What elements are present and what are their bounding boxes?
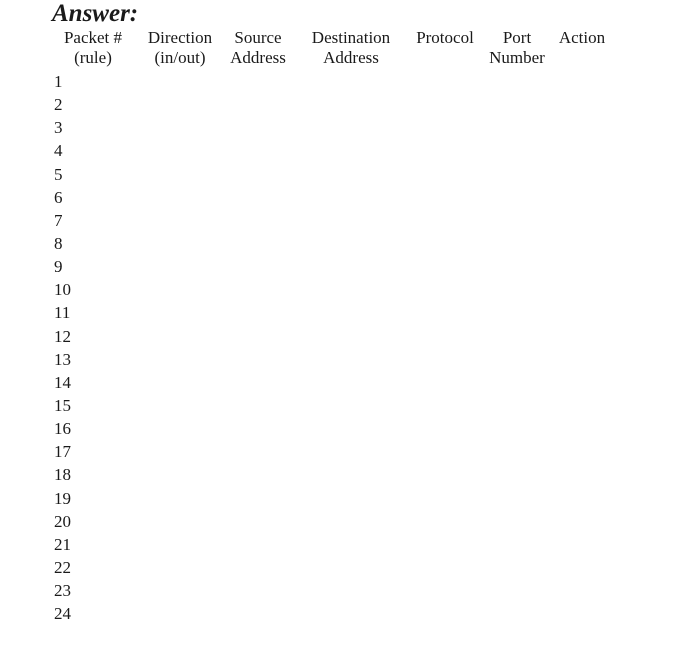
packet-row-number: 20 [54,511,71,531]
packet-row-number: 10 [54,280,71,300]
packet-row-number: 14 [54,372,71,392]
packet-row-number: 12 [54,326,71,346]
column-header-line: (in/out) [154,48,206,67]
packet-row-number: 11 [54,303,71,323]
column-header-action [556,28,608,48]
packet-row-number: 3 [54,118,63,138]
column-header-line: Action [558,28,606,47]
packet-row-number: 23 [54,581,71,601]
packet-row-number: 7 [54,210,63,230]
column-header-line: Destination [311,28,391,47]
packet-row-number: 5 [54,164,63,184]
column-header-line: Protocol [416,28,474,47]
column-header-line: Address [230,48,286,67]
column-header-packet-rule [62,28,124,68]
packet-row-number: 4 [54,141,63,161]
packet-row-list [54,72,71,627]
column-header-direction [146,28,214,68]
column-header-line: Source [234,28,282,47]
packet-row-number: 21 [54,534,71,554]
column-header-source-address [228,28,288,68]
packet-row-number: 1 [54,72,63,91]
column-header-line: Direction [147,28,213,47]
column-header-destination-address [309,28,393,68]
column-header-line: Number [489,48,545,67]
packet-row-number: 6 [54,187,63,207]
column-header-line: Packet # [63,28,123,47]
packet-row-number: 2 [54,95,63,115]
packet-row-number: 17 [54,442,71,462]
column-header-line: Port [502,28,532,47]
column-header-line: (rule) [74,48,112,67]
column-header-port-number [486,28,548,68]
packet-row-number: 16 [54,419,71,439]
packet-row-number: 24 [54,604,71,624]
packet-row-number: 22 [54,557,71,577]
packet-row-number: 19 [54,488,71,508]
packet-row-number: 18 [54,465,71,485]
column-header-protocol [414,28,476,48]
column-header-line: Address [323,48,379,67]
packet-row-number: 15 [54,395,71,415]
packet-row-number: 8 [54,233,63,253]
answer-heading: Answer: [52,0,139,27]
packet-row-number: 13 [54,349,71,369]
packet-row-number: 9 [54,257,63,277]
